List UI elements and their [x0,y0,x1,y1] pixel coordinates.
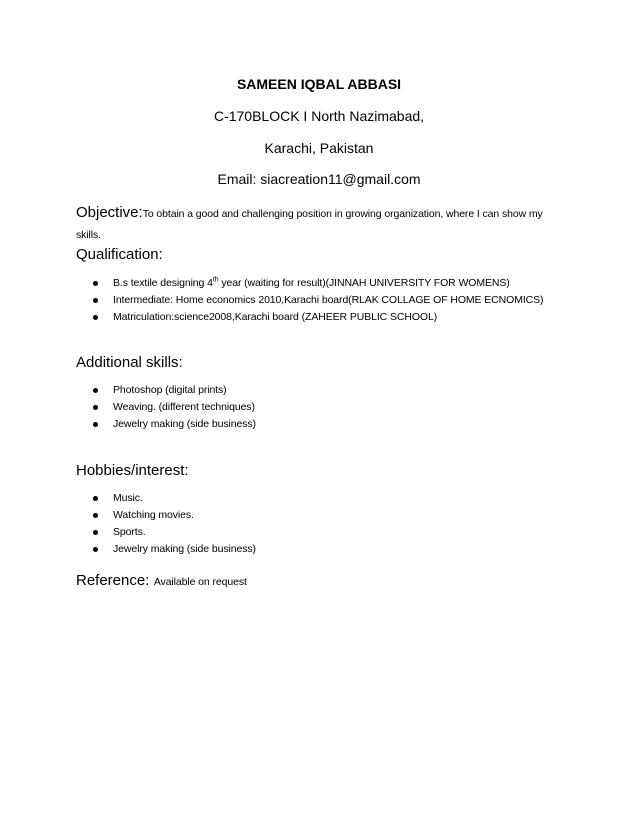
list-item-text: Jewelry making (side business) [113,418,256,430]
reference-label: Reference: [76,572,150,589]
list-item-text: Sports. [113,526,146,538]
ordinal-suffix: th [212,276,219,284]
list-item [76,292,543,309]
applicant-name: SAMEEN IQBAL ABBASI [236,76,402,92]
objective-text: To obtain a good and challenging position in growing organization, where I can show my skills. [76,208,543,241]
objective-section [76,203,566,245]
list-item [76,309,543,326]
list-item-text: year (waiting for result)(JINNAH UNIVERSITY FOR WOMENS) [218,277,510,289]
list-item [76,275,543,292]
list-item-text: Photoshop (digital prints) [113,384,227,396]
list-item [76,541,256,558]
address-line-1: C-170BLOCK I North Nazimabad, [213,108,425,124]
list-item [76,382,256,399]
list-item [76,399,256,416]
qualification-list [76,275,543,326]
objective-label: Objective: [76,204,143,221]
hobbies-title: Hobbies/interest: [76,462,189,479]
list-item-text: Intermediate: Home economics 2010,Karachi board(RLAK COLLAGE OF HOME ECNOMICS) [113,294,544,306]
list-item [76,524,256,541]
list-item-text: Jewelry making (side business) [113,543,256,555]
skills-title: Additional skills: [76,354,183,371]
list-item [76,490,256,507]
skills-list [76,382,256,433]
address-line-2: Karachi, Pakistan [264,140,374,156]
email-line: Email: siacreation11@gmail.com [217,171,421,187]
list-item-text: Watching movies. [113,509,194,521]
reference-text: Available on request [153,576,247,588]
list-item [76,416,256,433]
reference-section [76,572,566,590]
hobbies-list [76,490,256,558]
list-item-text: Music. [113,492,143,504]
list-item-text: Matriculation:science2008,Karachi board (ZAHEER PUBLIC SCHOOL) [113,311,438,323]
list-item-text: Weaving. (different techniques) [113,401,255,413]
list-item [76,507,256,524]
qualification-title: Qualification: [76,246,163,263]
list-item-text: B.s textile designing 4 [113,277,213,289]
